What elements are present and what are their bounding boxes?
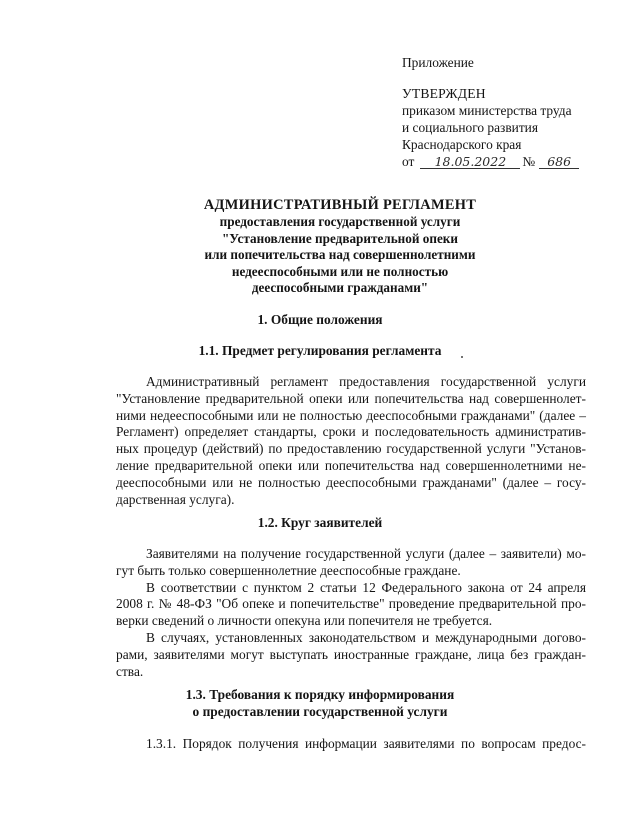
- order-line-1: приказом министерства труда: [402, 103, 572, 118]
- text-line: В соответствии с пунктом 2 статьи 12 Федерального закона от 24 апреля: [146, 579, 586, 595]
- scan-speck: [461, 356, 463, 358]
- from-label: от: [402, 154, 415, 169]
- order-date: 18.05.2022: [420, 155, 520, 169]
- section-1-heading: 1. Общие положения: [257, 312, 383, 327]
- section-1-3-heading-line-2: о предоставлении государственной услуги: [192, 704, 448, 719]
- title-line-4: недееспособными или не полностью: [231, 263, 449, 279]
- title-line-1: предоставления государственной услуги: [219, 214, 461, 229]
- text-line: ных процедур (действий) по предоставлению государственной услуги "Установ-: [116, 441, 586, 457]
- text-line: Административный регламент предоставления государственной услуги: [146, 374, 586, 389]
- text-line: "Установление предварительной опеки или попечительства над совершеннолет-: [116, 390, 586, 406]
- appendix-label: Приложение: [402, 55, 474, 70]
- text-line: гут быть только совершеннолетние дееспособные граждане.: [116, 562, 461, 578]
- text-line: дееспособными или не полностью дееспособными гражданами" (далее – госу-: [116, 474, 586, 490]
- approval-block: [402, 54, 622, 170]
- title-main: АДМИНИСТРАТИВНЫЙ РЕГЛАМЕНТ: [203, 197, 477, 213]
- title-line-5: дееспособными гражданами": [251, 280, 429, 295]
- section-1-2-heading: 1.2. Круг заявителей: [257, 515, 383, 530]
- order-line-2: и социального развития: [402, 120, 538, 135]
- order-number: 686: [539, 155, 579, 169]
- approved-label: УТВЕРЖДЕН: [402, 86, 486, 101]
- section-1-3-body: [116, 736, 586, 753]
- text-line: 2008 г. № 48-ФЗ "Об опеке и попечительстве" проведение предварительной про-: [116, 596, 586, 612]
- order-line-3: Краснодарского края: [402, 137, 522, 152]
- text-line: дарственная услуга).: [116, 491, 235, 507]
- text-line: ление предварительной опеки или попечительства над совершеннолетними не-: [116, 457, 586, 473]
- section-1-3-heading-line-1: 1.3. Требования к порядку информирования: [185, 687, 455, 702]
- text-line: верки сведений о личности опекуна или попечителя не требуется.: [116, 613, 493, 629]
- document-title: [150, 196, 530, 297]
- section-1-1-body: [116, 374, 586, 508]
- number-label: №: [522, 154, 536, 169]
- order-date-line: [402, 153, 622, 170]
- text-line: ства.: [116, 663, 144, 679]
- text-line: Регламент) определяет стандарты, сроки и последовательность административ-: [116, 424, 586, 440]
- text-line: рами, заявителями могут выступать иностранные граждане, лица без граждан-: [116, 646, 586, 662]
- text-line: ними недееспособными или не полностью дееспособными гражданами" (далее –: [116, 407, 586, 423]
- text-line: Заявителями на получение государственной услуги (далее – заявители) мо-: [146, 546, 586, 561]
- title-line-2: "Установление предварительной опеки: [221, 230, 459, 246]
- text-line: В случаях, установленных законодательством и международными догово-: [146, 629, 586, 645]
- text-line: 1.3.1. Порядок получения информации заявителями по вопросам предос-: [146, 736, 586, 751]
- title-line-3: или попечительства над совершеннолетними: [204, 247, 476, 262]
- section-1-1-heading: 1.1. Предмет регулирования регламента: [198, 343, 442, 358]
- section-1-2-body: [116, 546, 586, 680]
